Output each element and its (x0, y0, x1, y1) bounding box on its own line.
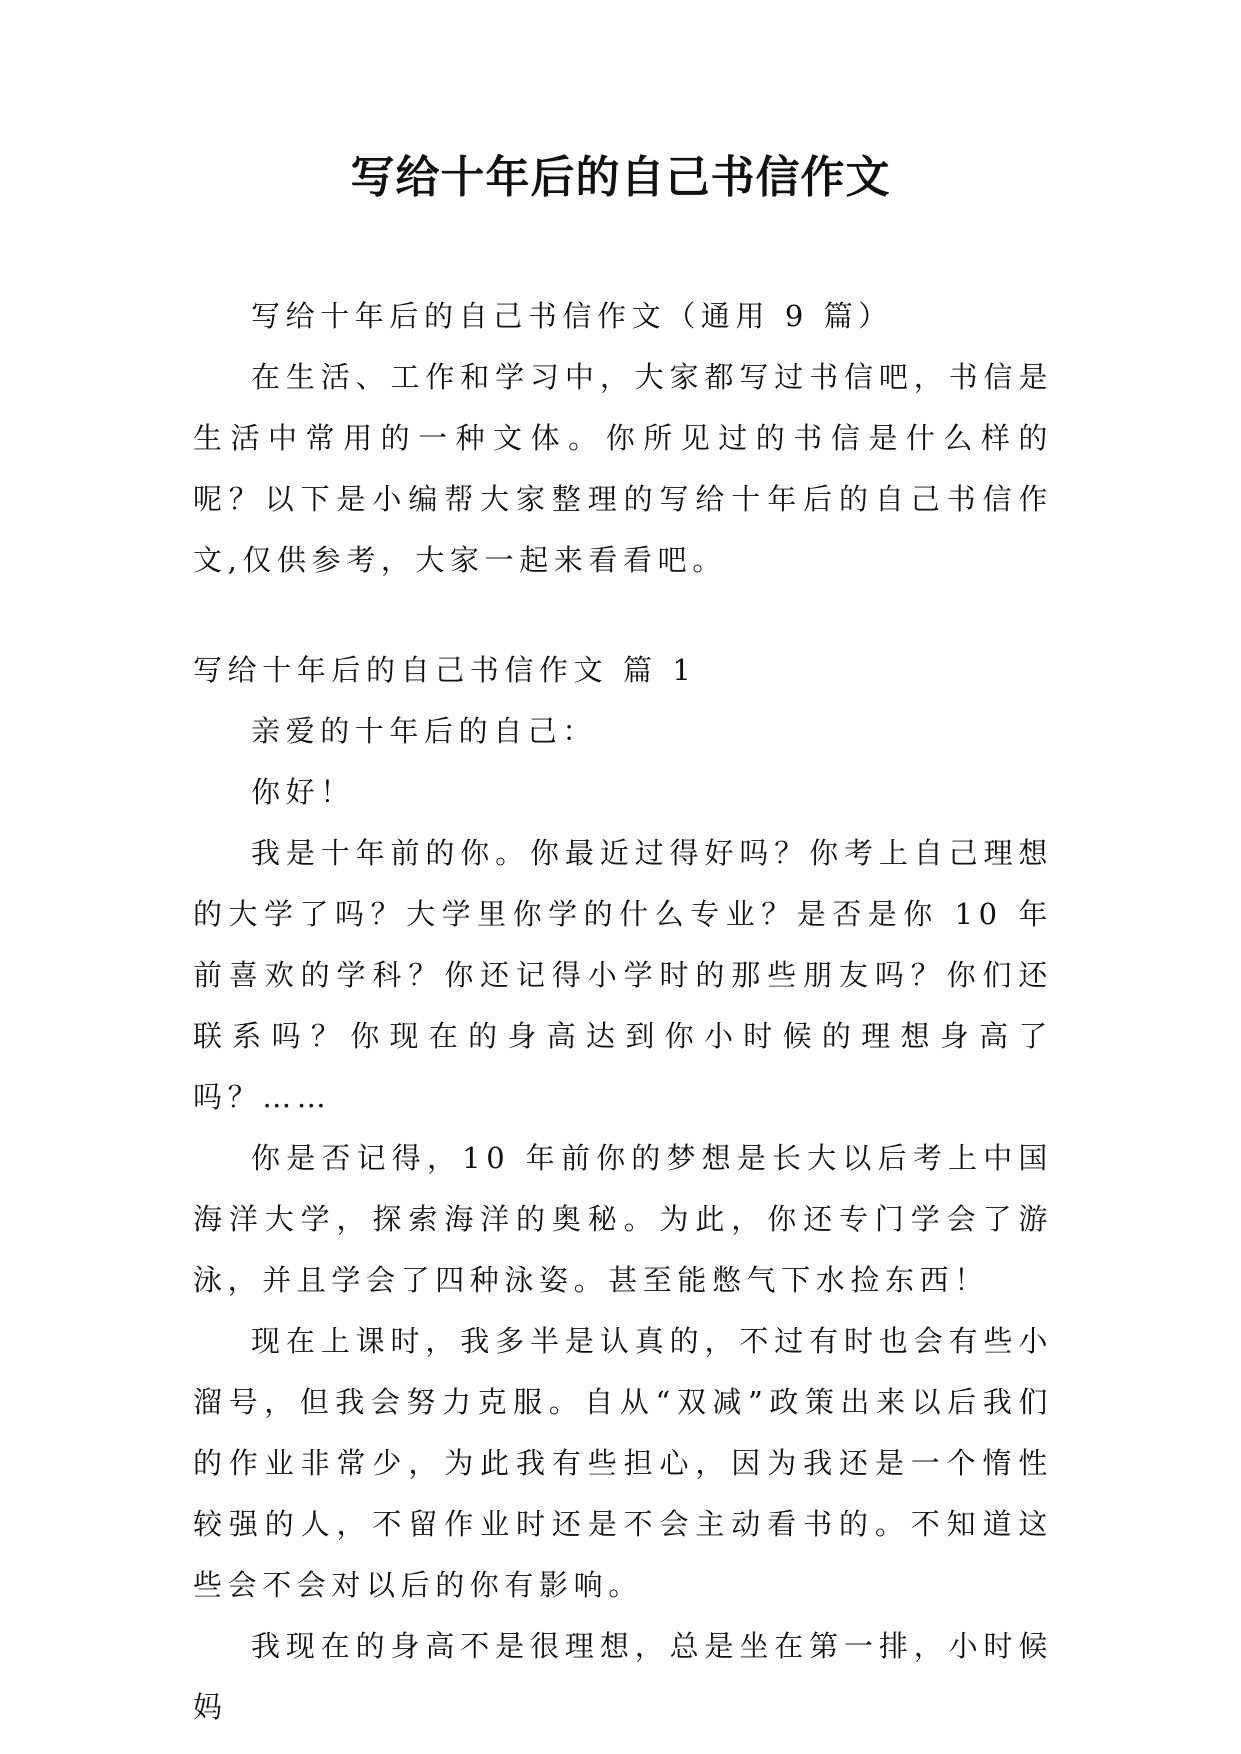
body-paragraph: 你是否记得，10 年前你的梦想是长大以后考上中国海洋大学，探索海洋的奥秘。为此，你还专门学会了游泳，并且学会了四种泳姿。甚至能憋气下水捡东西！ (193, 1141, 1053, 1297)
letter-greeting: 你好！ (251, 775, 355, 809)
document-title: 写给十年后的自己书信作文 (350, 152, 891, 203)
body-paragraph: 我现在的身高不是很理想，总是坐在第一排，小时候妈 (193, 1629, 1053, 1724)
body-paragraph: 现在上课时，我多半是认真的，不过有时也会有些小溜号，但我会努力克服。自从“双减”政策出来以后我们的作业非常少，为此我有些担心，因为我还是一个惰性较强的人，不留作业时还是不会主动看书的。不知道这些会不会对以后的你有影响。 (193, 1324, 1053, 1602)
document-body (193, 286, 1053, 1738)
document-subtitle: 写给十年后的自己书信作文（通用 9 篇） (251, 299, 893, 333)
section-heading: 写给十年后的自己书信作文 篇 1 (193, 653, 697, 687)
intro-paragraph: 在生活、工作和学习中，大家都写过书信吧，书信是生活中常用的一种文体。你所见过的书信是什么样的呢？以下是小编帮大家整理的写给十年后的自己书信作文,仅供参考，大家一起来看看吧。 (193, 360, 1053, 577)
body-paragraph: 我是十年前的你。你最近过得好吗？你考上自己理想的大学了吗？大学里你学的什么专业？是否是你 10 年前喜欢的学科？你还记得小学时的那些朋友吗？你们还联系吗？你现在的身高达到你小时候的理想身高了吗？…… (193, 836, 1053, 1114)
letter-salutation: 亲爱的十年后的自己： (251, 714, 598, 748)
